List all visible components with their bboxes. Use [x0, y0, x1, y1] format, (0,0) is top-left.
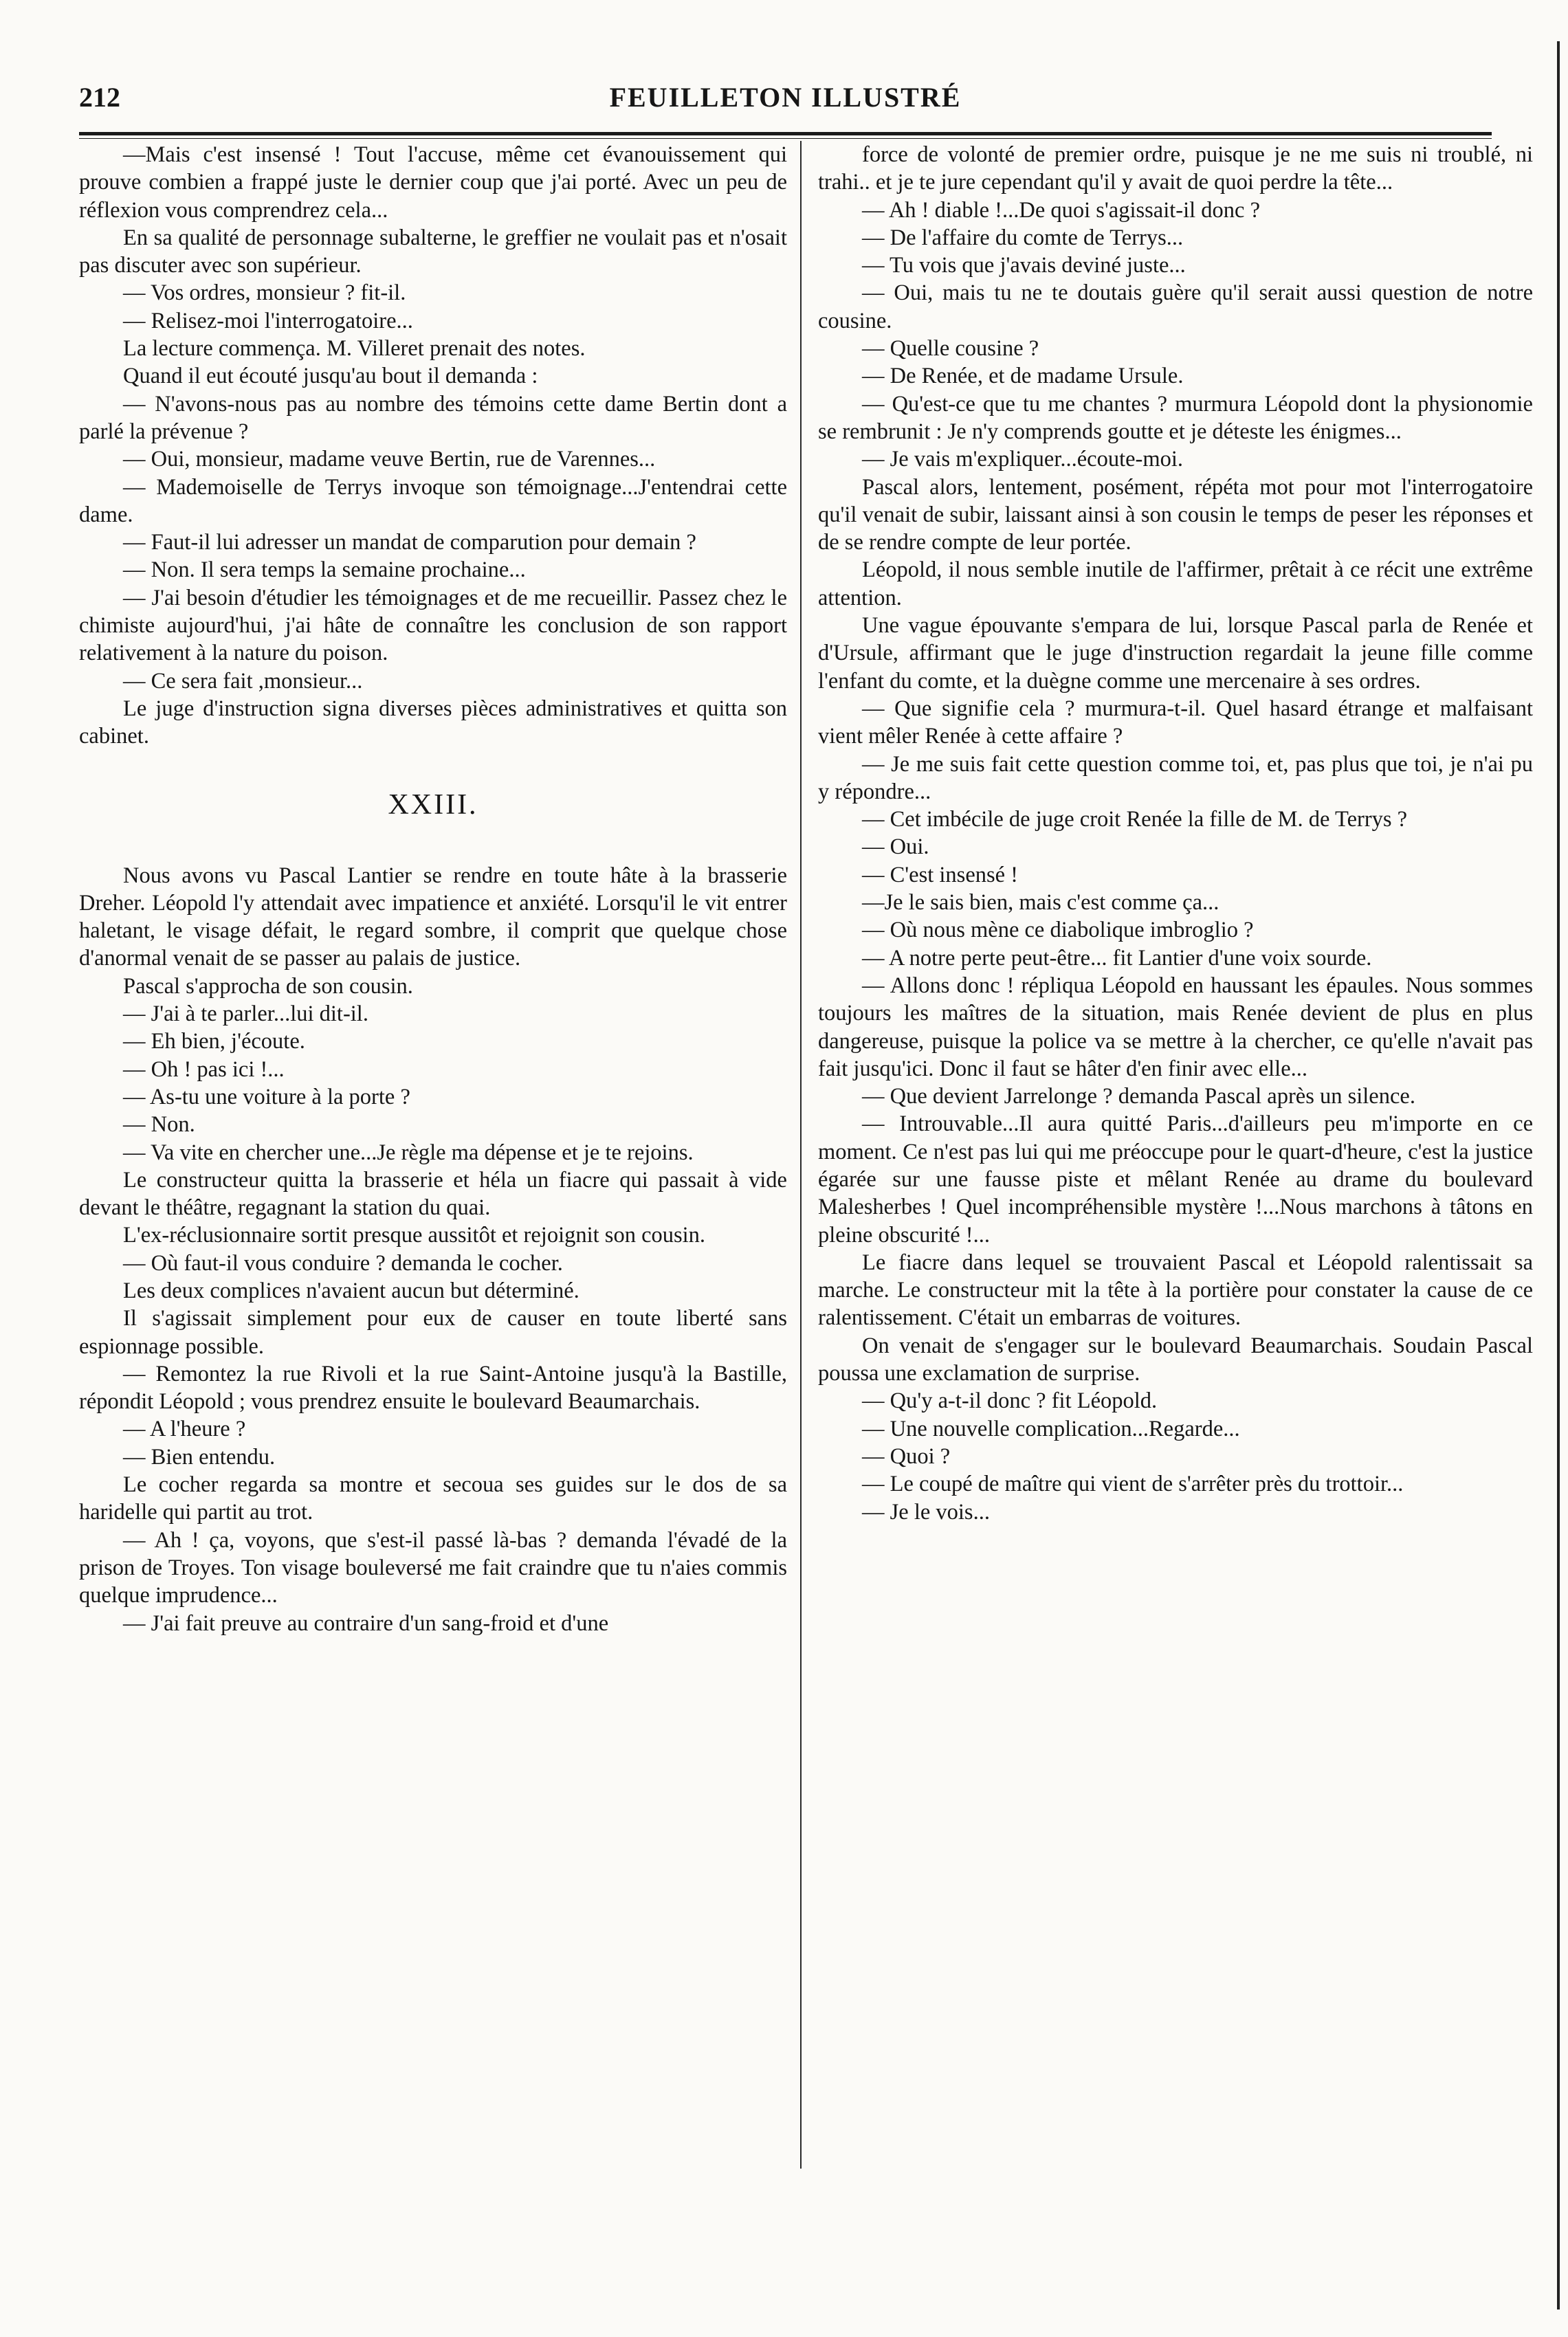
paragraph: — Ah ! ça, voyons, que s'est-il passé là-bas ? demanda l'évadé de la prison de Troyes. Ton visage bouleversé me fait craindre que tu n'aies commis quelque imprudence... — [79, 1527, 787, 1608]
paragraph: — Où nous mène ce diabolique imbroglio ? — [862, 918, 1254, 943]
paragraph: — Va vite en chercher une...Je règle ma dépense et je te rejoins. — [123, 1140, 694, 1165]
paragraph: — Tu vois que j'avais deviné juste... — [862, 253, 1186, 278]
paragraph: — Oui, mais tu ne te doutais guère qu'il serait aussi question de notre cousine. — [818, 280, 1533, 333]
header-rule-thin — [79, 138, 1492, 139]
running-title: FEUILLETON ILLUSTRÉ — [609, 82, 962, 113]
page-header — [79, 81, 1492, 122]
paragraph: — Faut-il lui adresser un mandat de comparution pour demain ? — [123, 530, 696, 555]
paragraph: La lecture commença. M. Villeret prenait des notes. — [123, 336, 586, 362]
paragraph: — Cet imbécile de juge croit Renée la fille de M. de Terrys ? — [862, 807, 1408, 832]
paragraph: — De l'affaire du comte de Terrys... — [862, 225, 1184, 250]
paragraph: — Relisez-moi l'interrogatoire... — [123, 308, 413, 333]
paragraph: — J'ai besoin d'étudier les témoignages et de me recueillir. Passez chez le chimiste aujourd'hui, j'ai hâte de connaître les conclusion de son rapport relativement à la nature du poison. — [79, 585, 787, 666]
paragraph: En sa qualité de personnage subalterne, le greffier ne voulait pas et n'osait pas discuter avec son supérieur. — [79, 225, 787, 278]
paragraph: — Le coupé de maître qui vient de s'arrêter près du trottoir... — [862, 1472, 1404, 1497]
paragraph: — Eh bien, j'écoute. — [123, 1029, 305, 1054]
paragraph: — Remontez la rue Rivoli et la rue Saint-Antoine jusqu'à la Bastille, répondit Léopold ; vous prendrez ensuite le boulevard Beaumarchais. — [79, 1361, 787, 1415]
paragraph: — Oui. — [862, 834, 929, 860]
paragraph: — A l'heure ? — [123, 1417, 246, 1442]
paragraph: Léopold, il nous semble inutile de l'affirmer, prêtait à ce récit une extrême attention. — [818, 557, 1533, 610]
paragraph: Pascal alors, lentement, posément, répéta mot pour mot l'interrogatoire qu'il venait de subir, laissant ainsi à son cousin le temps de peser les réponses et de se rendre compte de leur portée. — [818, 474, 1533, 555]
paragraph: — Où faut-il vous conduire ? demanda le cocher. — [123, 1250, 563, 1276]
paragraph: L'ex-réclusionnaire sortit presque aussitôt et rejoignit son cousin. — [123, 1223, 706, 1248]
paragraph: On venait de s'engager sur le boulevard Beaumarchais. Soudain Pascal poussa une exclamation de surprise. — [818, 1333, 1533, 1386]
paragraph: — Je le vois... — [862, 1499, 990, 1525]
paragraph: — Allons donc ! répliqua Léopold en haussant les épaules. Nous sommes toujours les maîtres de la situation, mais Renée devient de plus en plus dangereuse, puisque la police va se mettre à la chercher, ce qu'elle n'avait pas fait jusqu'ici. Donc il faut se hâter d'en finir avec elle... — [818, 973, 1533, 1081]
paragraph: — N'avons-nous pas au nombre des témoins cette dame Bertin dont a parlé la prévenue ? — [79, 391, 787, 444]
paragraph: — J'ai fait preuve au contraire d'un sang-froid et d'une — [123, 1610, 609, 1636]
paragraph: — Je me suis fait cette question comme toi, et, pas plus que toi, je n'ai pu y répondre... — [818, 751, 1533, 804]
paragraph: Nous avons vu Pascal Lantier se rendre en toute hâte à la brasserie Dreher. Léopold l'y attendait avec impatience et anxiété. Lorsqu'il le vit entrer haletant, le visage défait, le regard sombre, il comprit que quelque chose d'anormal venait de se passer au palais de justice. — [79, 863, 787, 971]
left-column-text-before — [79, 141, 787, 751]
paragraph: Le juge d'instruction signa diverses pièces administratives et quitta son cabinet. — [79, 696, 787, 749]
paragraph: — Je vais m'expliquer...écoute-moi. — [862, 447, 1184, 472]
paragraph: — De Renée, et de madame Ursule. — [862, 364, 1184, 389]
paragraph: — Bien entendu. — [123, 1444, 276, 1470]
paragraph: Les deux complices n'avaient aucun but déterminé. — [123, 1278, 579, 1303]
paragraph: — Que devient Jarrelonge ? demanda Pascal après un silence. — [862, 1084, 1415, 1109]
header-rule — [79, 132, 1492, 135]
paragraph: Le cocher regarda sa montre et secoua ses guides sur le dos de sa haridelle qui partit au trot. — [79, 1472, 787, 1525]
paragraph: — Oh ! pas ici !... — [123, 1056, 285, 1082]
paragraph: — Quoi ? — [862, 1443, 951, 1469]
right-column-text — [818, 141, 1533, 1526]
paragraph: — Ce sera fait ,monsieur... — [123, 668, 363, 694]
paragraph: — As-tu une voiture à la porte ? — [123, 1084, 410, 1109]
paragraph: — J'ai à te parler...lui dit-il. — [123, 1001, 368, 1027]
paragraph: — Introuvable...Il aura quitté Paris...d'ailleurs peu m'importe en ce moment. Ce n'est pas lui qui me préoccupe pour le quart-d'heure, c'est la justice égarée sur une fausse piste et mêlant Renée au drame du boulevard Malesherbes ! Quel incompréhensible mystère !...Nous marchons à tâtons en pleine obscurité !... — [818, 1111, 1533, 1248]
paragraph: —Je le sais bien, mais c'est comme ça... — [862, 890, 1219, 916]
chapter-heading: XXIII. — [388, 788, 478, 821]
paragraph: — Quelle cousine ? — [862, 336, 1039, 362]
left-column-text-after — [79, 862, 787, 1637]
paragraph: —Mais c'est insensé ! Tout l'accuse, même cet évanouissement qui prouve combien a frappé juste le dernier coup que j'ai porté. Avec un peu de réflexion vous comprendrez cela... — [79, 142, 787, 223]
paragraph: Quand il eut écouté jusqu'au bout il demanda : — [123, 364, 538, 389]
page-number: 212 — [79, 82, 120, 113]
page-edge-shadow — [1557, 41, 1560, 2310]
column-divider — [800, 141, 802, 2169]
right-column — [818, 141, 1533, 1526]
paragraph: — A notre perte peut-être... fit Lantier d'une voix sourde. — [862, 945, 1372, 971]
paragraph: — Qu'est-ce que tu me chantes ? murmura Léopold dont la physionomie se rembrunit : Je n'y comprends goutte et je déteste les énigmes... — [818, 391, 1533, 444]
paragraph: — Ah ! diable !...De quoi s'agissait-il donc ? — [862, 197, 1261, 223]
paragraph: — Non. Il sera temps la semaine prochaine... — [123, 557, 526, 583]
paragraph: — Mademoiselle de Terrys invoque son témoignage...J'entendrai cette dame. — [79, 474, 787, 527]
paragraph: Le fiacre dans lequel se trouvaient Pascal et Léopold ralentissait sa marche. Le constructeur mit la tête à la portière pour constater la cause de ce ralentissement. C'était un embarras de voitures. — [818, 1250, 1533, 1331]
paragraph: — C'est insensé ! — [862, 862, 1019, 887]
paragraph: force de volonté de premier ordre, puisque je ne me suis ni troublé, ni trahi.. et je te jure cependant qu'il y avait de quoi perdre la tête... — [818, 142, 1533, 195]
left-column — [79, 141, 787, 1637]
paragraph: Pascal s'approcha de son cousin. — [123, 973, 413, 999]
paragraph: — Vos ordres, monsieur ? fit-il. — [123, 280, 406, 306]
paragraph: Il s'agissait simplement pour eux de causer en toute liberté sans espionnage possible. — [79, 1306, 787, 1359]
paragraph: Le constructeur quitta la brasserie et héla un fiacre qui passait à vide devant le théâtre, regagnant la station du quai. — [79, 1167, 787, 1221]
paragraph: Une vague épouvante s'empara de lui, lorsque Pascal parla de Renée et d'Ursule, affirmant que le juge d'instruction regardait la jeune fille comme l'enfant du comte, et la duègne comme une mercenaire à ses ordres. — [818, 613, 1533, 694]
paragraph: — Que signifie cela ? murmura-t-il. Quel hasard étrange et malfaisant vient mêler Renée à cette affaire ? — [818, 696, 1533, 749]
paragraph: — Une nouvelle complication...Regarde... — [862, 1416, 1240, 1441]
paragraph: — Oui, monsieur, madame veuve Bertin, rue de Varennes... — [123, 447, 656, 472]
paragraph: — Non. — [123, 1112, 195, 1138]
paragraph: — Qu'y a-t-il donc ? fit Léopold. — [862, 1388, 1158, 1414]
